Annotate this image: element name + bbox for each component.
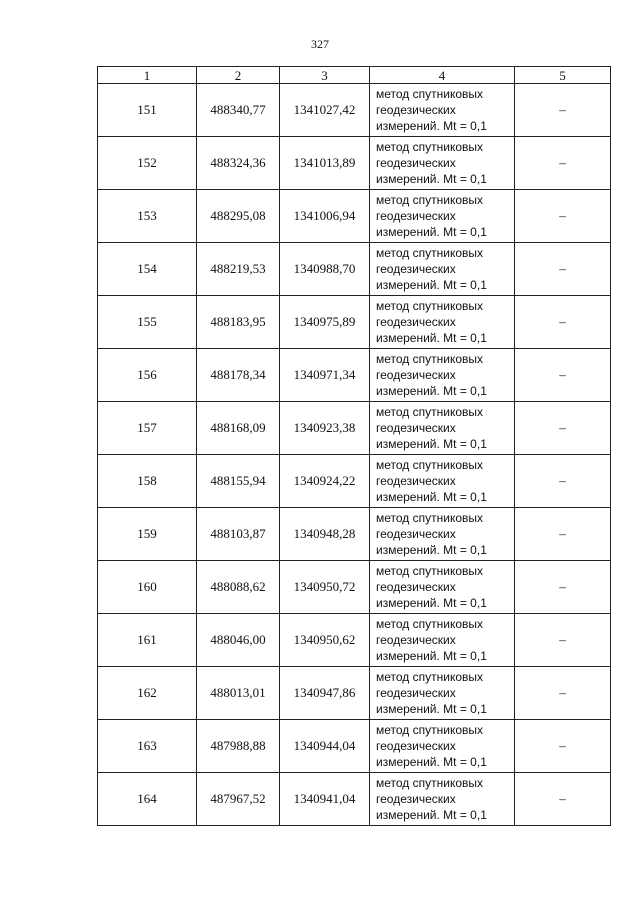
method-line: измерений. Mt = 0,1 <box>376 172 487 186</box>
coordinates-table <box>97 66 611 826</box>
method-line: геодезических <box>376 421 456 435</box>
method-line: измерений. Mt = 0,1 <box>376 596 487 610</box>
method-cell <box>370 773 515 826</box>
table-row <box>98 561 611 614</box>
x-coordinate-cell: 488046,00 <box>197 614 280 667</box>
table-row <box>98 508 611 561</box>
point-number-cell: 152 <box>98 137 197 190</box>
method-line: метод спутниковых <box>376 458 484 472</box>
x-coordinate-cell: 488183,95 <box>197 296 280 349</box>
column-header-3: 3 <box>280 67 370 84</box>
table-row <box>98 243 611 296</box>
method-cell <box>370 137 515 190</box>
method-line: геодезических <box>376 262 456 276</box>
method-line: измерений. Mt = 0,1 <box>376 384 487 398</box>
y-coordinate-cell: 1340947,86 <box>280 667 370 720</box>
method-line: измерений. Mt = 0,1 <box>376 702 487 716</box>
column-header-5: 5 <box>515 67 611 84</box>
method-cell <box>370 402 515 455</box>
method-line: геодезических <box>376 686 456 700</box>
column-header-2: 2 <box>197 67 280 84</box>
note-cell: – <box>515 349 611 402</box>
y-coordinate-cell: 1341013,89 <box>280 137 370 190</box>
table-row <box>98 455 611 508</box>
x-coordinate-cell: 488340,77 <box>197 84 280 137</box>
y-coordinate-cell: 1340944,04 <box>280 720 370 773</box>
method-line: измерений. Mt = 0,1 <box>376 543 487 557</box>
method-line: измерений. Mt = 0,1 <box>376 490 487 504</box>
method-line: метод спутниковых <box>376 405 484 419</box>
method-cell <box>370 508 515 561</box>
x-coordinate-cell: 488295,08 <box>197 190 280 243</box>
note-cell: – <box>515 667 611 720</box>
method-cell <box>370 243 515 296</box>
method-cell <box>370 190 515 243</box>
note-cell: – <box>515 296 611 349</box>
note-cell: – <box>515 508 611 561</box>
method-line: метод спутниковых <box>376 776 484 790</box>
method-line: метод спутниковых <box>376 670 484 684</box>
method-line: измерений. Mt = 0,1 <box>376 119 487 133</box>
point-number-cell: 153 <box>98 190 197 243</box>
method-line: метод спутниковых <box>376 246 484 260</box>
method-line: геодезических <box>376 527 456 541</box>
x-coordinate-cell: 488219,53 <box>197 243 280 296</box>
method-line: метод спутниковых <box>376 723 484 737</box>
method-line: геодезических <box>376 315 456 329</box>
point-number-cell: 156 <box>98 349 197 402</box>
method-line: измерений. Mt = 0,1 <box>376 437 487 451</box>
method-line: измерений. Mt = 0,1 <box>376 755 487 769</box>
method-cell <box>370 667 515 720</box>
method-line: метод спутниковых <box>376 617 484 631</box>
method-line: метод спутниковых <box>376 564 484 578</box>
x-coordinate-cell: 488178,34 <box>197 349 280 402</box>
method-cell <box>370 455 515 508</box>
y-coordinate-cell: 1340975,89 <box>280 296 370 349</box>
table-body <box>98 84 611 826</box>
x-coordinate-cell: 487967,52 <box>197 773 280 826</box>
y-coordinate-cell: 1340941,04 <box>280 773 370 826</box>
method-line: метод спутниковых <box>376 87 484 101</box>
method-line: геодезических <box>376 580 456 594</box>
method-cell <box>370 296 515 349</box>
point-number-cell: 154 <box>98 243 197 296</box>
y-coordinate-cell: 1340988,70 <box>280 243 370 296</box>
table-header <box>98 67 611 84</box>
note-cell: – <box>515 243 611 296</box>
note-cell: – <box>515 137 611 190</box>
point-number-cell: 157 <box>98 402 197 455</box>
method-line: геодезических <box>376 209 456 223</box>
y-coordinate-cell: 1340948,28 <box>280 508 370 561</box>
method-cell <box>370 84 515 137</box>
y-coordinate-cell: 1340950,62 <box>280 614 370 667</box>
point-number-cell: 163 <box>98 720 197 773</box>
x-coordinate-cell: 488013,01 <box>197 667 280 720</box>
method-line: измерений. Mt = 0,1 <box>376 225 487 239</box>
table-row <box>98 349 611 402</box>
method-line: геодезических <box>376 474 456 488</box>
method-line: метод спутниковых <box>376 352 484 366</box>
table-row <box>98 296 611 349</box>
method-line: метод спутниковых <box>376 193 484 207</box>
x-coordinate-cell: 488103,87 <box>197 508 280 561</box>
method-line: метод спутниковых <box>376 140 484 154</box>
method-line: измерений. Mt = 0,1 <box>376 808 487 822</box>
y-coordinate-cell: 1340923,38 <box>280 402 370 455</box>
method-line: геодезических <box>376 739 456 753</box>
method-line: измерений. Mt = 0,1 <box>376 331 487 345</box>
y-coordinate-cell: 1341027,42 <box>280 84 370 137</box>
method-line: измерений. Mt = 0,1 <box>376 278 487 292</box>
x-coordinate-cell: 488324,36 <box>197 137 280 190</box>
method-line: геодезических <box>376 103 456 117</box>
y-coordinate-cell: 1340971,34 <box>280 349 370 402</box>
table-row <box>98 402 611 455</box>
x-coordinate-cell: 487988,88 <box>197 720 280 773</box>
method-line: метод спутниковых <box>376 511 484 525</box>
method-cell <box>370 720 515 773</box>
y-coordinate-cell: 1341006,94 <box>280 190 370 243</box>
point-number-cell: 164 <box>98 773 197 826</box>
note-cell: – <box>515 455 611 508</box>
page-number: 327 <box>311 37 329 51</box>
note-cell: – <box>515 190 611 243</box>
point-number-cell: 161 <box>98 614 197 667</box>
method-line: измерений. Mt = 0,1 <box>376 649 487 663</box>
column-header-4: 4 <box>370 67 515 84</box>
method-cell <box>370 349 515 402</box>
method-line: геодезических <box>376 368 456 382</box>
table-row <box>98 614 611 667</box>
table-row <box>98 720 611 773</box>
note-cell: – <box>515 561 611 614</box>
method-line: геодезических <box>376 156 456 170</box>
note-cell: – <box>515 720 611 773</box>
y-coordinate-cell: 1340950,72 <box>280 561 370 614</box>
table-row <box>98 84 611 137</box>
x-coordinate-cell: 488168,09 <box>197 402 280 455</box>
x-coordinate-cell: 488155,94 <box>197 455 280 508</box>
point-number-cell: 159 <box>98 508 197 561</box>
table-row <box>98 190 611 243</box>
point-number-cell: 160 <box>98 561 197 614</box>
method-line: геодезических <box>376 633 456 647</box>
point-number-cell: 158 <box>98 455 197 508</box>
header-row <box>98 67 611 84</box>
method-line: метод спутниковых <box>376 299 484 313</box>
table-row <box>98 667 611 720</box>
note-cell: – <box>515 84 611 137</box>
point-number-cell: 162 <box>98 667 197 720</box>
note-cell: – <box>515 773 611 826</box>
method-cell <box>370 614 515 667</box>
point-number-cell: 155 <box>98 296 197 349</box>
note-cell: – <box>515 402 611 455</box>
note-cell: – <box>515 614 611 667</box>
y-coordinate-cell: 1340924,22 <box>280 455 370 508</box>
x-coordinate-cell: 488088,62 <box>197 561 280 614</box>
table-row <box>98 773 611 826</box>
method-line: геодезических <box>376 792 456 806</box>
method-cell <box>370 561 515 614</box>
point-number-cell: 151 <box>98 84 197 137</box>
table-row <box>98 137 611 190</box>
column-header-1: 1 <box>98 67 197 84</box>
